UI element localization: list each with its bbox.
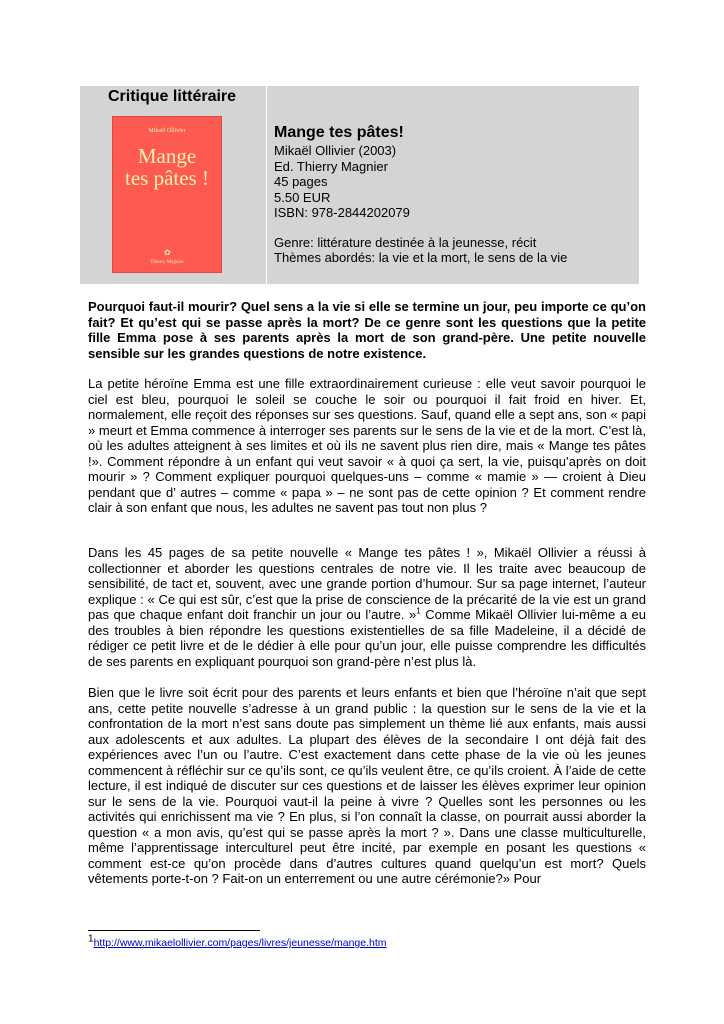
book-pages: 45 pages: [274, 174, 328, 189]
paragraph-2-part-a: Dans les 45 pages de sa petite nouvelle « Mange tes pâtes ! », Mikaël Ollivier a réussi à collectionner et aborder les questions centrales de notre vie. Il les traite avec beaucoup de sensibilité, de tact et, souvent, avec une grande portion d’humour. Sur sa page internet, l’auteur explique : « Ce qui est sûr, c’est que la prise de conscience de la précarité de la vie est un grand pas que chaque enfant doit franchir un jour ou l’autre. »: [88, 545, 646, 622]
paragraph-2: [88, 545, 646, 669]
book-info: [274, 124, 567, 266]
book-price: 5.50 EUR: [274, 189, 331, 205]
paragraph-1: La petite héroïne Emma est une fille extraordinairement curieuse : elle veut savoir pourquoi le ciel est bleu, pourquoi le soleil se couche le soir ou pourquoi il fait froid en hiver. Et, normalement, elle reçoit des réponses sur ses questions. Sauf, quand elle a sept ans, son « papi » meurt et Emma commence à interroger ses parents sur le sens de la vie et de la mort. C’est là, où les adultes atteignent à ses limites et où ils ne savent plus rien dire, mais « Mange tes pâtes !». Comment répondre à un enfant qui veut savoir « à quoi ça sert, la vie, puisqu’après on doit mourir » ? Comment expliquer pourquoi quelques-uns – comme « mamie » — croient à Dieu pendant que d’ autres – comme « papa » – ne sont pas de cette opinion ? Et comment rendre clair à son enfant que nous, les adultes ne savent pas tout non plus ?: [88, 376, 646, 515]
cover-title-line2: tes pâtes !: [125, 166, 209, 190]
footnote-link[interactable]: http://www.mikaelollivier.com/pages/livres/jeunesse/mange.htm: [93, 937, 387, 949]
cover-title: [113, 145, 221, 189]
book-themes: Thèmes abordés: la vie et la mort, le sens de la vie: [274, 250, 568, 265]
footnote-reference[interactable]: 1: [416, 606, 421, 616]
section-title: Critique littéraire: [108, 88, 237, 105]
paragraph-3: Bien que le livre soit écrit pour des parents et leurs enfants et bien que l’héroïne n’ait que sept ans, cette petite nouvelle s’adresse à un grand public : la question sur le sens de la vie et la confrontation de la mort n’est sans doute pas simplement un thème lié aux enfants, mais aussi aux adolescents et aux adultes. La plupart des élèves de la secondaire I ont déjà fait des expériences avec l’un ou l’autre. C’est exactement dans cette phase de la vie où les jeunes commencent à réfléchir sur ce qu’ils sont, ce qu’ils veulent être, ce qu’ils croient. À l’aide de cette lecture, il est indiqué de discuter sur ces questions et de laisser les élèves exprimer leur opinion sur le sens de la vie. Pourquoi vaut-il la peine à vivre ? Quelles sont les personnes ou les activités qui enrichissent ma vie ? En plus, si l’on connaît la classe, on pourrait aussi aborder la question « a mon avis, qu’est qui se passe après la mort ? ». Dans une classe multiculturelle, même l’apprentissage interculturel peut être incité, par exemple en posant les questions « comment est-ce qu’on procède dans d’autres cultures quand quelqu’un est mort? Quels vêtements porte-t-on ? Fait-on un enterrement ou une autre cérémonie?» Pour: [88, 685, 646, 886]
cover-title-line1: Mange: [137, 144, 197, 168]
book-author-year: Mikaël Ollivier (2003): [274, 143, 397, 158]
footnote-number: 1: [88, 933, 94, 945]
spacer: [274, 221, 567, 235]
footnote: [88, 933, 387, 950]
book-publisher: Ed. Thierry Magnier: [274, 158, 388, 174]
cover-publisher: Thierry Magnier: [150, 260, 184, 265]
paragraph-2-part-b: Comme Mikaël Ollivier lui-même a eu des troubles à bien répondre les questions existentielles de sa fille Madeleine, il a décidé de rédiger ce petit livre et de le dédier à elle pour qu’un jour, elle puisse comprendre les difficultés de ses parents en expliquant pourquoi son grand-père n’est plus là.: [88, 607, 646, 669]
book-title: Mange tes pâtes!: [274, 124, 404, 141]
book-genre: Genre: littérature destinée à la jeunesse, récit: [274, 234, 537, 250]
publisher-emblem-icon: ✿: [164, 248, 171, 257]
header-divider: [266, 86, 267, 284]
cover-author: Mikaël Ollivier: [148, 128, 186, 134]
intro-paragraph: Pourquoi faut-il mourir? Quel sens a la vie si elle se termine un jour, peu importe ce qu’on fait? Et qu’est qui se passe après la mort? De ce genre sont les questions que la petite fille Emma pose à ses parents après la mort de son grand-père. Une petite nouvelle sensible sur les grandes questions de notre existence.: [88, 299, 646, 361]
book-isbn: ISBN: 978-2844202079: [274, 205, 410, 220]
book-cover-image: [112, 116, 222, 273]
footnote-separator: [88, 930, 260, 931]
